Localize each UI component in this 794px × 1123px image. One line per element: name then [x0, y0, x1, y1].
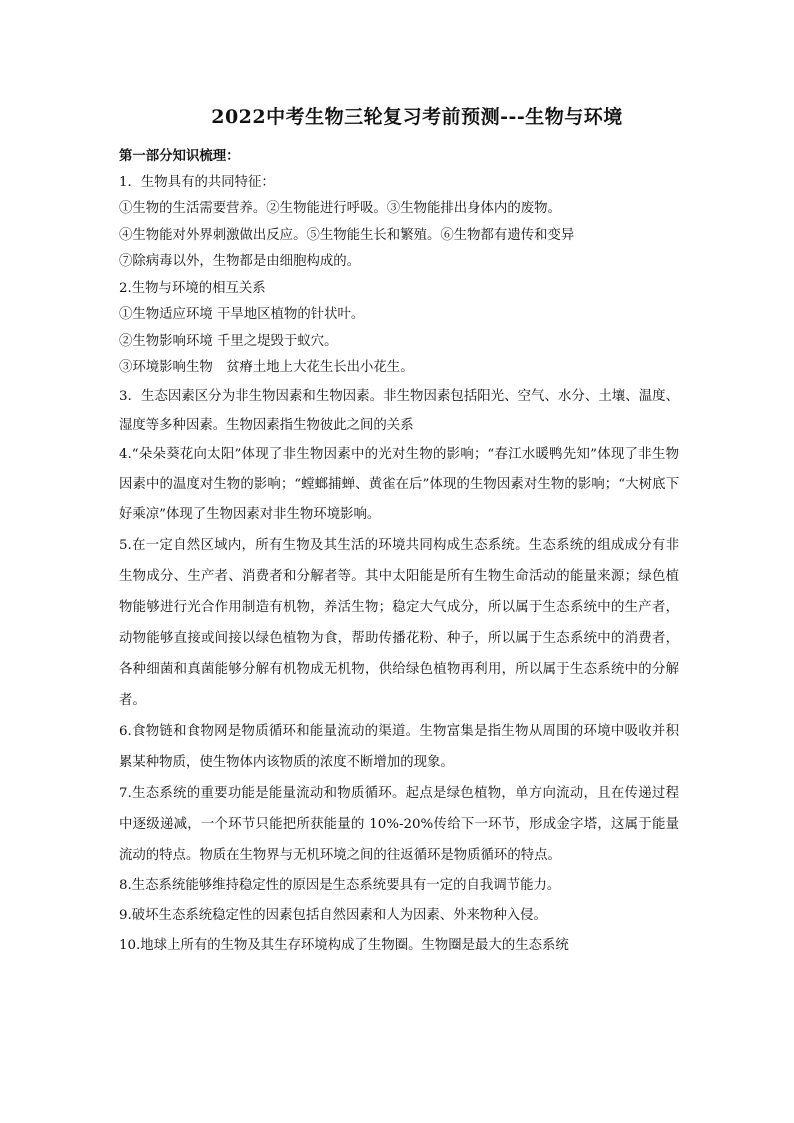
document-content [119, 143, 679, 961]
item5-paragraph: 5.在一定自然区域内，所有生物及其生活的环境共同构成生态系统。生态系统的组成成分有非生物成分、生产者、消费者和分解者等。其中太阳能是所有生物生命活动的能量来源；绿色植物能够进行光合作用制造有机物，养活生物；稳定大气成分，所以属于生态系统中的生产者，动物能够直接或间接以绿色植物为食，帮助传播花粉、种子，所以属于生态系统中的消费者，各种细菌和真菌能够分解有机物成无机物，供给绿色植物再利用，所以属于生态系统中的分解者。 [119, 537, 679, 708]
item2-line-3: ③环境影响生物 贫瘠土地上大花生长出小花生。 [119, 360, 414, 375]
item3-paragraph: 3．生态因素区分为非生物因素和生物因素。非生物因素包括阳光、空气、水分、土壤、温度、湿度等多种因素。生物因素指生物彼此之间的关系 [119, 388, 679, 433]
section-heading: 第一部分知识梳理： [119, 148, 240, 164]
item8-paragraph: 8.生态系统能够维持稳定性的原因是生态系统要具有一定的自我调节能力。 [119, 877, 561, 893]
item6-paragraph: 6.食物链和食物网是物质循环和能量流动的渠道。生物富集是指生物从周围的环境中吸收并积累某种物质，使生物体内该物质的浓度不断增加的现象。 [119, 723, 679, 770]
item9-paragraph: 9.破坏生态系统稳定性的因素包括自然因素和人为因素、外来物种入侵。 [119, 907, 547, 923]
item2-line-1: ①生物适应环境 干旱地区植物的针状叶。 [119, 307, 365, 322]
item1-line-2: ④生物能对外界刺激做出反应。⑤生物能生长和繁殖。⑥生物都有遗传和变异 [119, 227, 575, 243]
item4-paragraph: 4.“朵朵葵花向太阳”体现了非生物因素中的光对生物的影响；“春江水暖鸭先知”体现了非生物因素中的温度对生物的影响；“螳螂捕蝉、黄雀在后”体现的生物因素对生物的影响；“大树底下好乘凉”体现了生物因素对非生物环境影响。 [119, 446, 679, 522]
item1-line-3: ⑦除病毒以外，生物都是由细胞构成的。 [119, 254, 361, 269]
item1-line-1: ①生物的生活需要营养。②生物能进行呼吸。③生物能排出身体内的废物。 [119, 201, 561, 216]
item2-line-2: ②生物影响环境 千里之堤毁于蚁穴。 [119, 333, 338, 349]
item10-paragraph: 10.地球上所有的生物及其生存环境构成了生物圈。生物圈是最大的生态系统 [119, 937, 569, 953]
item1-heading: 1．生物具有的共同特征： [119, 174, 275, 190]
document-title: 2022中考生物三轮复习考前预测---生物与环境 [211, 106, 623, 128]
item7-paragraph: 7.生态系统的重要功能是能量流动和物质循环。起点是绿色植物，单方向流动，且在传递过程中逐级递减，一个环节只能把所获能量的 10%-20%传给下一环节，形成金字塔，这属于能量流动的特点。物质在生物界与无机环境之间的往返循环是物质循环的特点。 [119, 785, 679, 863]
item2-heading: 2.生物与环境的相互关系 [119, 280, 266, 296]
